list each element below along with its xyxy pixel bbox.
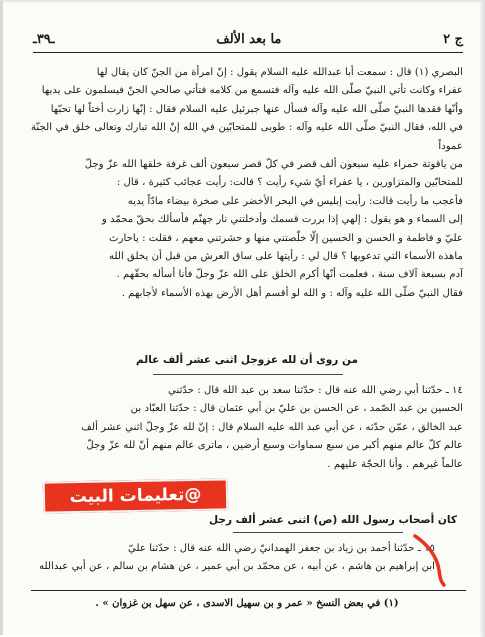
text-line: عليّ و فاطمة و الحسن و الحسين إلّا خلّصتني منها و حشرتني معهم ، فقلت : ياحارث xyxy=(109,232,463,244)
chapter-title: ما بعد الألف xyxy=(216,31,282,47)
text-line: ١٥ ـ حدّثنا أحمد بن زياد بن جعفر الهمدانيّ رضي الله عنه قال : حدّثنا عليّ xyxy=(128,543,435,554)
red-pen-mark xyxy=(411,530,451,588)
text-line: فأعجب ما رأيت قالت: رأيت إبليس في البحر الأخضر على صخرة بيضاء مادّاً يديه xyxy=(127,195,463,207)
text-line: عالماً غيرهم . وأنا الحجّة عليهم . xyxy=(327,458,463,470)
section-2-text xyxy=(31,382,463,474)
text-line: ١٤ ـ حدّثنا أبي رضي الله عنه قال : حدّثنا سعد بن عبد الله قال : حدّثني xyxy=(168,385,463,396)
footnote-rule xyxy=(31,590,466,591)
text-line: للمتحابّين والمتزاورين ، يا عفراء أيّ شيء رأيت ؟ قالت: رأيت عجائب كثيرة ، قال : xyxy=(116,177,463,189)
text-line: في الله، فقال النبيّ صلّى الله عليه وآله : طوبى للمتحابّين في الله إنّ الله تبارك وتعالى خلق في الجنّة عموداً xyxy=(31,122,463,152)
page-number: ـ٣٩ـ xyxy=(33,31,55,47)
section-2-heading: من روى أن لله عزوجل اثنى عشر ألف عالم xyxy=(136,354,358,366)
text-line: البصري (١) قال : سمعت أبا عبدالله عليه السلام يقول : إنّ امرأة من الجنّ كان يقال لها xyxy=(96,67,463,78)
text-line: وأنّها فقدها النبيّ صلّى الله عليه وآله فسأل عنها جبرئيل عليه السلام فقال : إنّها زارت أختاً لها تحبّها xyxy=(50,103,463,115)
watermark-stamp xyxy=(43,478,229,513)
text-line: الحسين بن عبد الصّمد ، عن الحسن بن عليّ بن أبي عثمان قال : حدّثنا العبّاد بن xyxy=(130,403,463,415)
text-line: ماهذه الأسماء التي تدعوبها ؟ قال لي : رأيتها على ساق العرش من قبل أن يخلق الله xyxy=(109,251,463,263)
text-line: من ياقوتة حمراء عليه سبعون ألف قصر في كلّ قصر سبعون ألف غرفة خلقها الله عزّ وجلّ xyxy=(84,159,463,171)
text-line: فقال النبيّ صلّى الله عليه وآله : و الله لو أقسم أهل الأرض بهذه الأسماء لأجابهم . xyxy=(121,287,463,299)
watermark-text: @تعليمات البيت xyxy=(69,484,202,508)
section-1-text xyxy=(31,64,463,303)
text-line: ابن إبراهيم بن هاشم ، عن أبيه ، عن محمّد بن أبي عمير ، عن هشام بن سالم ، عن أبي عبدالله xyxy=(39,561,435,573)
section-3-divider xyxy=(233,532,403,533)
text-line: عفراء وكانت تأتي النبيّ صلّى الله عليه وآله فتسمع من كلامه فتأتي صالحي الجنّ فيسلمون على يديها xyxy=(41,85,463,97)
section-3-heading: كان أصحاب رسول الله (ص) اثنى عشر ألف رجل xyxy=(209,514,457,526)
scan-edge-shadow xyxy=(479,2,485,637)
volume-label: ج ٢ xyxy=(443,31,463,47)
text-line: عالم كلّ عالم منهم أكبر من سبع سماوات وسبع أرضين ، ماترى عالم منهم أنّ لله عزّ وجلّ xyxy=(86,440,463,452)
section-3-text xyxy=(31,540,435,577)
header-rule xyxy=(33,52,463,53)
text-line: إلى السماء و هو يقول : إلهي إذا بررت قسمك وأدخلتني نار جهنّم فأسألك بحقّ محمّد و xyxy=(101,214,463,226)
text-line: آدم بسبعة آلاف سنة ، فعلمت أنّها أكرم الخلق على الله عزّ وجلّ فأنا أسأله بحقّهم . xyxy=(116,269,463,281)
page-header xyxy=(33,28,463,50)
text-line: عبد الخالق ، عمّن حدّثه ، عن أبي عبد الله عليه السلام قال : إنّ لله عزّ وجلّ اثني عشر ألف xyxy=(81,421,463,433)
footnote: (١) في بعض النسخ « عمر و بن سهيل الاسدى ، عن سهل بن غزوان » . xyxy=(95,598,399,609)
section-2-divider xyxy=(153,374,343,375)
